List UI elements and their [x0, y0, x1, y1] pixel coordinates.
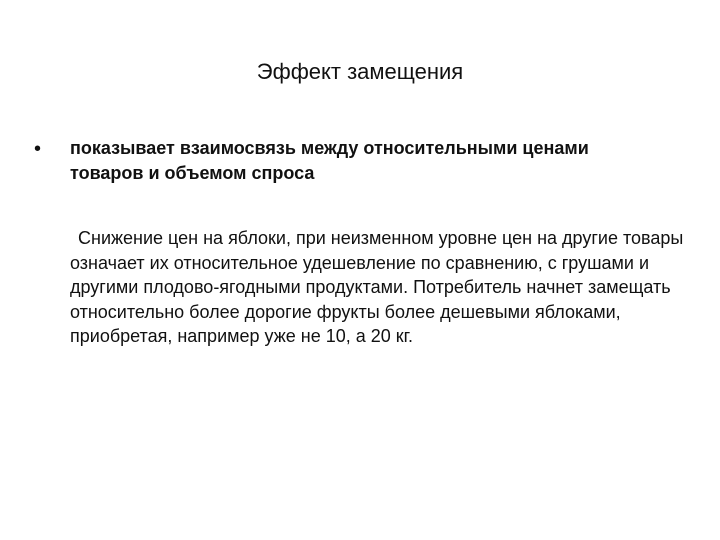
bullet-icon: • — [34, 138, 42, 160]
slide-title: Эффект замещения — [256, 59, 464, 84]
body-paragraph: Снижение цен на яблоки, при неизменном уровне цен на другие товары означает их относительное удешевление по сравнению, с грушами и другими плодово-ягодными продуктами. Потребитель начнет замещать относительно более дорогие фрукты более дешевыми яблоками, приобретая, например уже не 10, а 20 кг. — [70, 228, 684, 346]
bullet-text: показывает взаимосвязь между относительными ценами товаров и объемом спроса — [70, 138, 589, 183]
